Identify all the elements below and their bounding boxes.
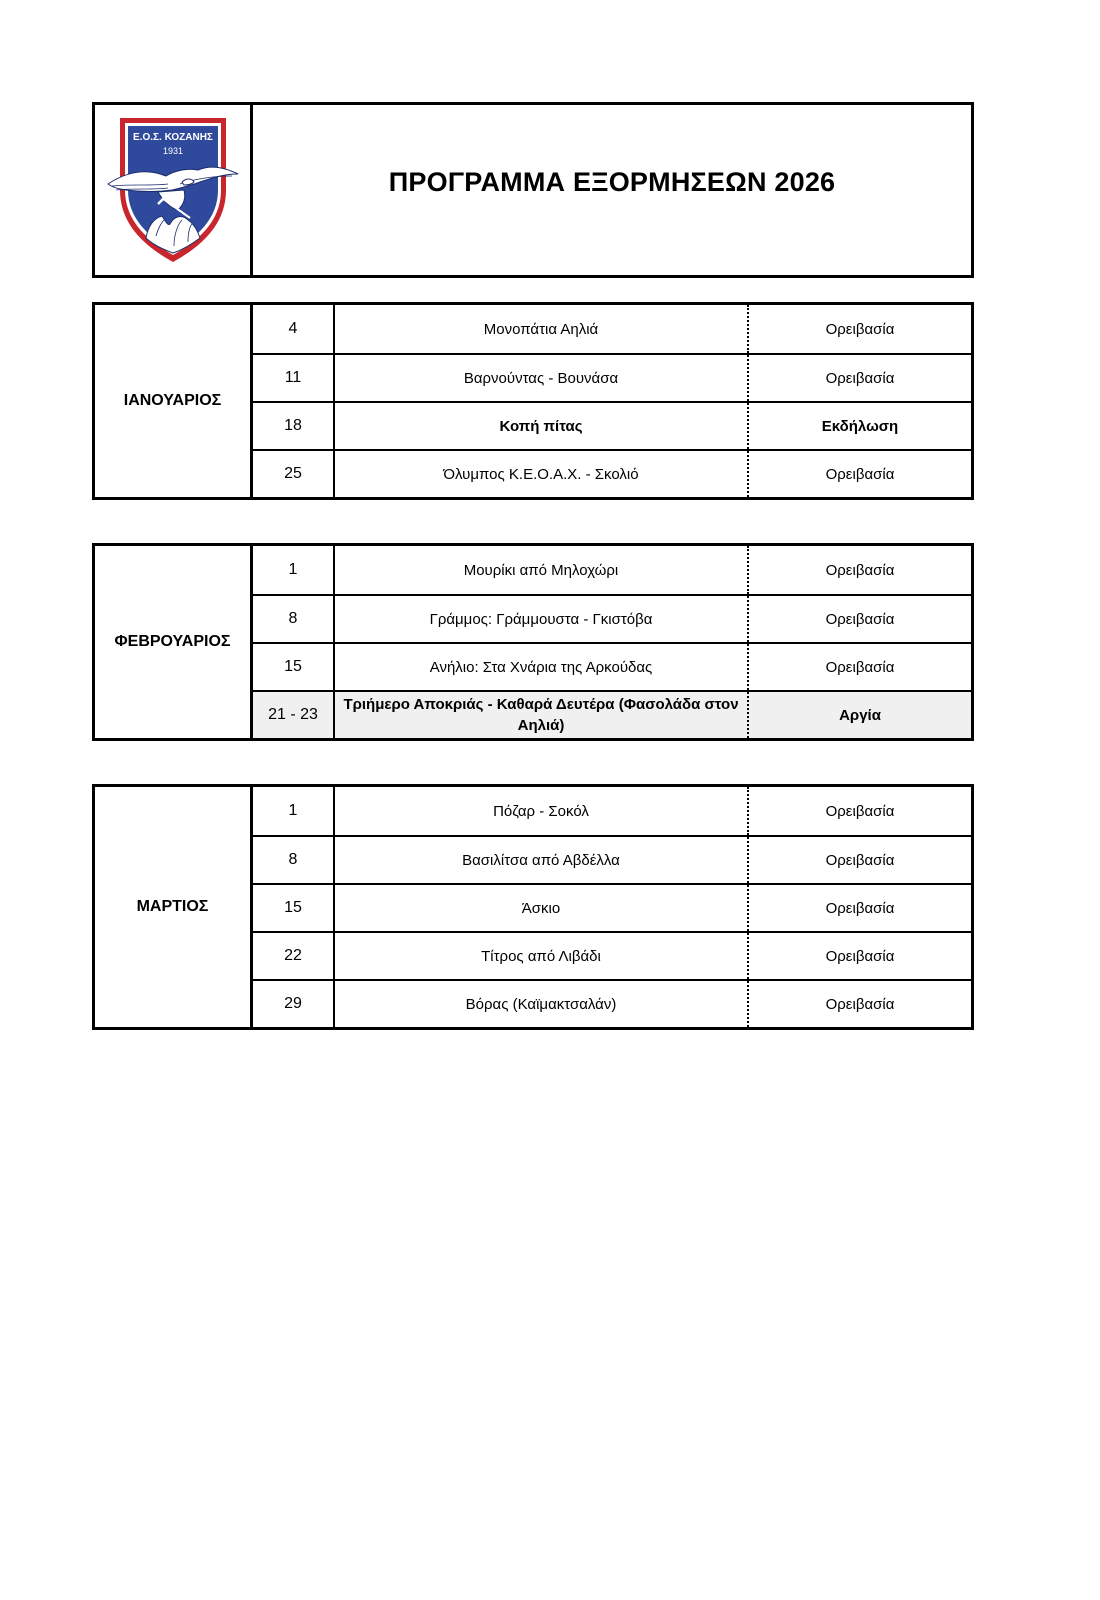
type-cell: Ορειβασία	[825, 465, 895, 483]
month-table-january	[92, 302, 974, 500]
day-cell: 15	[253, 885, 335, 931]
day-cell: 22	[253, 933, 335, 979]
day-cell: 1	[253, 787, 335, 835]
route-cell: Βασιλίτσα από Αβδέλλα	[335, 837, 749, 883]
type-cell: Ορειβασία	[825, 561, 895, 579]
table-row	[253, 594, 971, 642]
day-cell: 25	[253, 451, 335, 497]
route-cell: Πόζαρ - Σοκόλ	[335, 787, 749, 835]
table-row	[253, 883, 971, 931]
month-rows	[253, 546, 971, 738]
title-cell	[253, 105, 971, 275]
type-cell: Ορειβασία	[825, 658, 895, 676]
logo-org-text: Ε.Ο.Σ. ΚΟΖΑΝΗΣ	[132, 132, 213, 143]
month-table-february	[92, 543, 974, 741]
route-cell: Τίτρος από Λιβάδι	[335, 933, 749, 979]
table-row	[253, 690, 971, 738]
type-cell: Ορειβασία	[825, 899, 895, 917]
month-label: ΦΕΒΡΟΥΑΡΙΟΣ	[95, 546, 253, 738]
route-cell: Βόρας (Καϊμακτσαλάν)	[335, 981, 749, 1027]
type-cell: Ορειβασία	[825, 802, 895, 820]
day-cell: 8	[253, 837, 335, 883]
month-label: ΙΑΝΟΥΑΡΙΟΣ	[95, 305, 253, 497]
table-row	[253, 787, 971, 835]
table-row	[253, 449, 971, 497]
route-cell: Ανήλιο: Στα Χνάρια της Αρκούδας	[335, 644, 749, 690]
day-cell: 8	[253, 596, 335, 642]
type-cell: Εκδήλωση	[821, 417, 899, 435]
club-logo	[106, 112, 240, 268]
route-cell: Τριήμερο Αποκριάς - Καθαρά Δευτέρα (Φασολάδα στον Αηλιά)	[335, 692, 749, 738]
page-title: ΠΡΟΓΡΑΜΜΑ ΕΞΟΡΜΗΣΕΩΝ 2026	[388, 166, 836, 197]
month-label: ΜΑΡΤΙΟΣ	[95, 787, 253, 1027]
logo-year-text: 1931	[162, 146, 183, 156]
day-cell: 18	[253, 403, 335, 449]
type-cell: Αργία	[839, 706, 881, 724]
type-cell: Ορειβασία	[825, 320, 895, 338]
route-cell: Άσκιο	[335, 885, 749, 931]
type-cell: Ορειβασία	[825, 851, 895, 869]
table-row	[253, 401, 971, 449]
type-cell: Ορειβασία	[825, 947, 895, 965]
route-cell: Κοπή πίτας	[335, 403, 749, 449]
day-cell: 29	[253, 981, 335, 1027]
logo-cell	[95, 105, 253, 275]
month-rows	[253, 787, 971, 1027]
day-cell: 15	[253, 644, 335, 690]
table-row	[253, 353, 971, 401]
month-table-march	[92, 784, 974, 1030]
type-cell: Ορειβασία	[825, 610, 895, 628]
type-cell: Ορειβασία	[825, 369, 895, 387]
table-row	[253, 305, 971, 353]
header-table	[92, 102, 974, 278]
day-cell: 11	[253, 355, 335, 401]
route-cell: Γράμμος: Γράμμουστα - Γκιστόβα	[335, 596, 749, 642]
route-cell: Μονοπάτια Αηλιά	[335, 305, 749, 353]
day-cell: 1	[253, 546, 335, 594]
type-cell: Ορειβασία	[825, 995, 895, 1013]
day-cell: 21 - 23	[253, 692, 335, 738]
route-cell: Μουρίκι από Μηλοχώρι	[335, 546, 749, 594]
route-cell: Βαρνούντας - Βουνάσα	[335, 355, 749, 401]
month-rows	[253, 305, 971, 497]
day-cell: 4	[253, 305, 335, 353]
table-row	[253, 642, 971, 690]
table-row	[253, 546, 971, 594]
table-row	[253, 835, 971, 883]
table-row	[253, 979, 971, 1027]
route-cell: Όλυμπος Κ.Ε.Ο.Α.Χ. - Σκολιό	[335, 451, 749, 497]
table-row	[253, 931, 971, 979]
